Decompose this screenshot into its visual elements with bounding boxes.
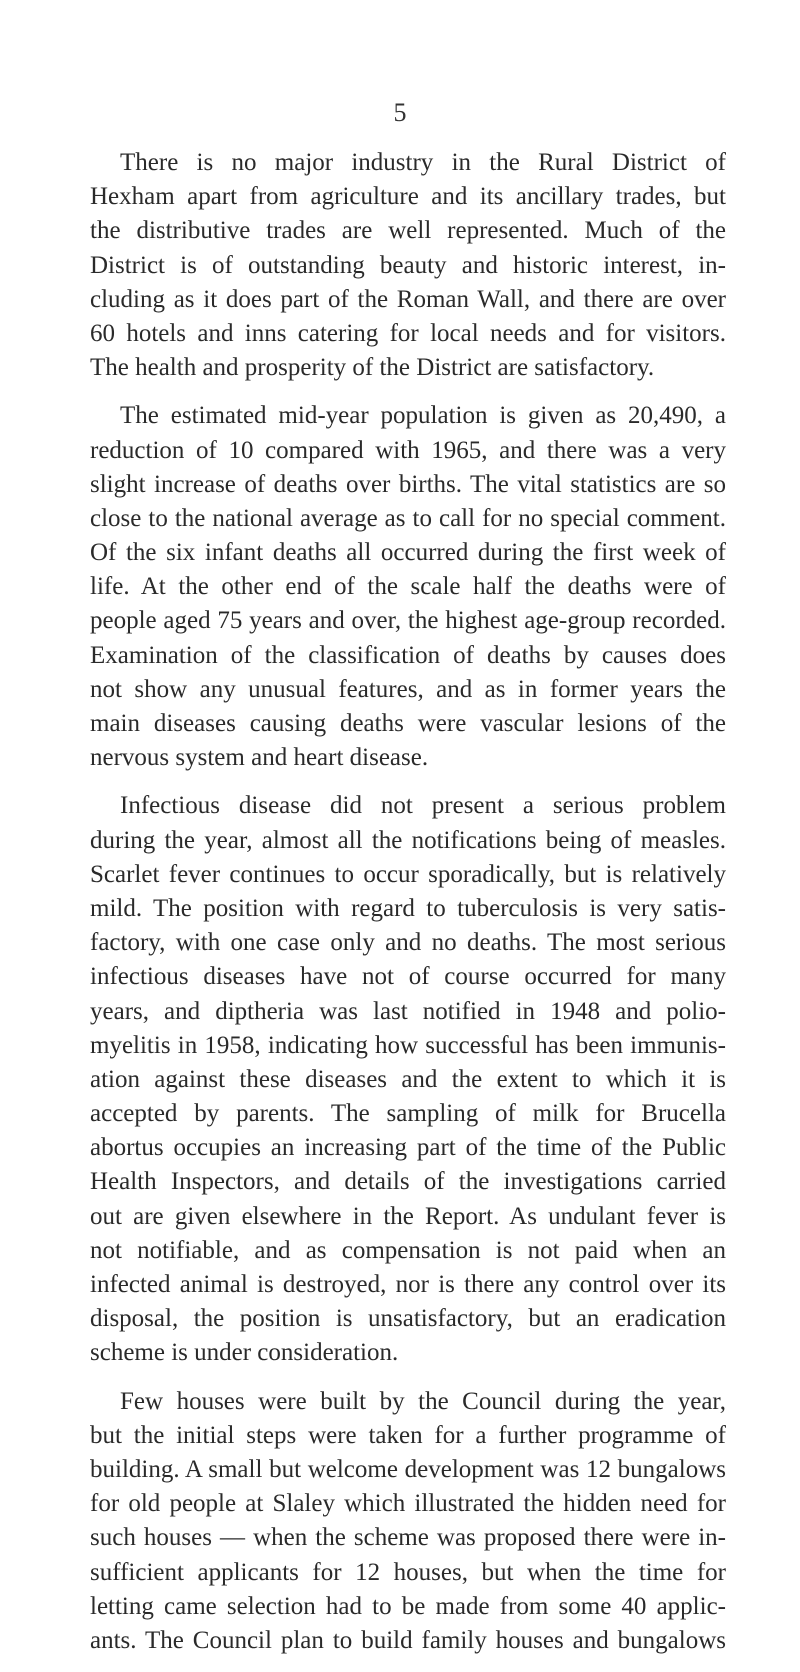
text-line: Infectious disease did not present a serious problem — [120, 792, 726, 820]
text-line: disposal, the position is unsatisfactory, but an eradication — [90, 1305, 726, 1333]
page-number: 5 — [393, 98, 407, 127]
text-line: cluding as it does part of the Roman Wall, and there are over — [90, 285, 726, 313]
text-line: not notifiable, and as compensation is not paid when an — [90, 1236, 726, 1264]
text-line: accepted by parents. The sampling of milk for Brucella — [90, 1100, 726, 1128]
text-line: Few houses were built by the Council during the year, — [120, 1387, 726, 1415]
text-line: District is of outstanding beauty and historic interest, in- — [90, 251, 726, 279]
text-line: infected animal is destroyed, nor is there any control over its — [90, 1271, 726, 1298]
text-line: out are given elsewhere in the Report. As undulant fever is — [90, 1202, 726, 1230]
text-line: ation against these diseases and the extent to which it is — [90, 1065, 726, 1093]
text-line: Examination of the classification of deaths by causes does — [90, 641, 726, 669]
text-line: myelitis in 1958, indicating how successful has been immunis- — [90, 1031, 726, 1059]
text-line: such houses — when the scheme was proposed there were in- — [90, 1524, 726, 1552]
text-line: slight increase of deaths over births. The vital statistics are so — [90, 470, 726, 498]
text-line: The estimated mid-year population is given as 20,490, a — [120, 402, 726, 430]
text-line: the distributive trades are well represented. Much of the — [90, 217, 726, 245]
paragraph — [90, 789, 726, 1370]
text-line: building. A small but welcome development was 12 bungalows — [90, 1455, 726, 1483]
text-line: but the initial steps were taken for a further programme of — [90, 1421, 726, 1449]
text-line: main diseases causing deaths were vascular lesions of the — [90, 710, 726, 737]
text-line: sufficient applicants for 12 houses, but when the time for — [90, 1558, 726, 1586]
text-line: reduction of 10 compared with 1965, and there was a very — [90, 436, 726, 464]
text-line: There is no major industry in the Rural District of — [120, 149, 726, 176]
paragraph — [90, 399, 726, 775]
text-line: Hexham apart from agriculture and its ancillary trades, but — [90, 183, 726, 211]
body-text — [90, 146, 726, 1672]
text-line: infectious diseases have not of course occurred for many — [90, 963, 726, 991]
text-line: for old people at Slaley which illustrated the hidden need for — [90, 1490, 726, 1518]
paragraph — [90, 1385, 726, 1659]
text-line: not show any unusual features, and as in former years the — [90, 675, 726, 703]
text-line: Health Inspectors, and details of the investigations carried — [90, 1168, 726, 1196]
text-line: ants. The Council plan to build family houses and bungalows — [90, 1626, 726, 1654]
text-line: close to the national average as to call for no special comment. — [90, 504, 726, 532]
text-line: 60 hotels and inns catering for local needs and for visitors. — [90, 319, 726, 347]
text-line: scheme is under consideration. — [90, 1339, 399, 1367]
text-line: nervous system and heart disease. — [90, 744, 429, 772]
text-line: years, and diptheria was last notified in 1948 and polio- — [90, 997, 726, 1025]
text-line: people aged 75 years and over, the highest age-group recorded. — [90, 607, 726, 635]
text-line: factory, with one case only and no deaths. The most serious — [90, 929, 726, 957]
text-line: The health and prosperity of the District are satisfactory. — [90, 354, 655, 382]
paragraph — [90, 146, 726, 385]
text-line: during the year, almost all the notifications being of measles. — [90, 826, 726, 854]
text-line: letting came selection had to be made from some 40 applic- — [90, 1592, 726, 1620]
text-line: mild. The position with regard to tuberculosis is very satis- — [90, 894, 726, 922]
text-line: life. At the other end of the scale half the deaths were of — [90, 573, 726, 601]
text-line: Scarlet fever continues to occur sporadically, but is relatively — [90, 860, 726, 888]
text-line: abortus occupies an increasing part of the time of the Public — [90, 1134, 726, 1162]
text-line: Of the six infant deaths all occurred during the first week of — [90, 539, 726, 567]
